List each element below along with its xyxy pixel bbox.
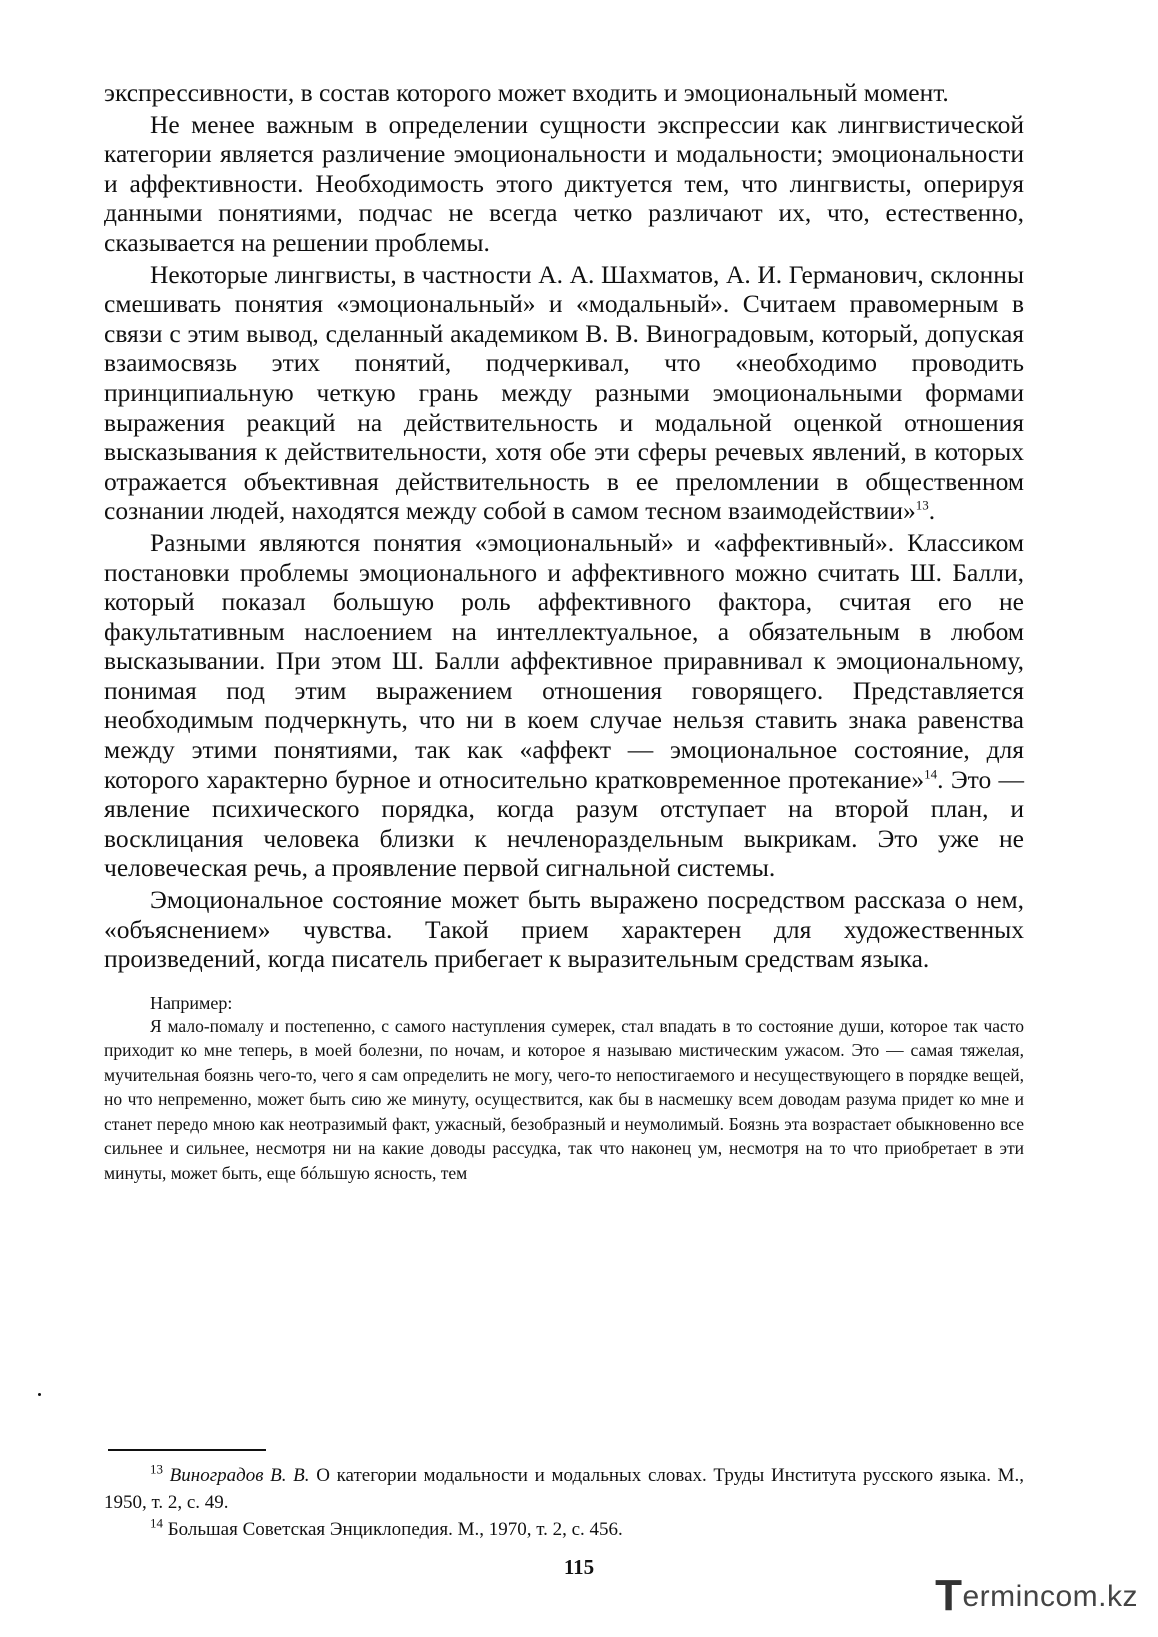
footnote-number: 13 bbox=[150, 1461, 163, 1477]
watermark-logo: Termincom.kz bbox=[935, 1571, 1138, 1620]
footnote-ref: 13 bbox=[915, 497, 929, 513]
page-body bbox=[104, 78, 1024, 1185]
paragraph bbox=[104, 78, 1024, 108]
paragraph bbox=[104, 885, 1024, 974]
footnote-14 bbox=[104, 1516, 1024, 1543]
footnote-13 bbox=[104, 1462, 1024, 1516]
paragraph-text: Разными являются понятия «эмоциональный» и «аффективный». Классиком постановки проблемы эмоционального и аффективного можно считать Ш. Балли, который показал большую роль аффективного фактора, считая его не факультативным наслоением на интеллектуальное, а обязательным в любом высказывании. При этом Ш. Балли аффективное приравнивал к эмоциональному, понимая под этим выражением отношения говорящего. Представляется необходимым подчеркнуть, что ни в коем случае нельзя ставить знака равенства между этими понятиями, так как «аффект — эмоциональное состояние, для которого характерно бурное и относительно кратковременное протекание» bbox=[104, 527, 1024, 794]
scan-speck bbox=[38, 1393, 41, 1396]
paragraph-text: экспрессивности, в состав которого может входить и эмоциональный момент. bbox=[104, 78, 949, 107]
footnote-author: Виноградов В. В. bbox=[169, 1465, 310, 1486]
footnotes bbox=[104, 1462, 1024, 1543]
paragraph-text: Эмоциональное состояние может быть выражено посредством рассказа о нем, «объяснением» чувства. Такой прием характерен для художественных произведений, когда писатель прибегает к выразительным средствам языка. bbox=[104, 885, 1024, 974]
footnote-ref: 14 bbox=[924, 766, 938, 782]
paragraph bbox=[104, 528, 1024, 883]
paragraph bbox=[104, 110, 1024, 258]
main-text bbox=[104, 78, 1024, 974]
footnote-rule bbox=[108, 1449, 266, 1451]
footnote-text: О категории модальности и модальных словах. Труды Института русского языка. М., 1950, т. 2, с. 49. bbox=[104, 1465, 1025, 1513]
footnote-number: 14 bbox=[150, 1515, 163, 1531]
paragraph-text: . bbox=[928, 496, 936, 526]
quote-lead: Например: bbox=[150, 992, 233, 1013]
footnote-text: Большая Советская Энциклопедия. М., 1970, т. 2, с. 456. bbox=[167, 1519, 623, 1540]
paragraph-text: . Это — явление психического порядка, когда разум отступает на второй план, и восклицания человека близки к нечленораздельным выкрикам. Это уже не человеческая речь, а проявление первой сигнальной системы. bbox=[104, 764, 1024, 883]
paragraph-text: Некоторые лингвисты, в частности А. А. Шахматов, А. И. Германович, склонны смешивать понятия «эмоциональный» и «модальный». Считаем правомерным в связи с этим вывод, сделанный академиком В. В. Виноградовым, который, допуская взаимосвязь этих понятий, подчеркивал, что «необходимо проводить принципиальную четкую грань между разными эмоциональными формами выражения реакций на действительность и модальной оценкой отношения высказывания к действительности, хотя обе эти сферы речевых явлений, в которых отражается объективная действительность в ее преломлении в общественном сознании людей, находятся между собой в самом тесном взаимодействии» bbox=[104, 259, 1024, 526]
quote-text: Я мало-помалу и постепенно, с самого наступления сумерек, стал впадать в то состояние души, которое так часто приходит ко мне теперь, в моей болезни, по ночам, и которое я называю мистическим ужасом. Это — самая тяжелая, мучительная боязнь чего-то, чего я сам определить не могу, чего-то непостигаемого и несуществующего в порядке вещей, но что непременно, может быть сию же минуту, осуществится, как бы в насмешку всем доводам разума придет ко мне и станет передо мною как неотразимый факт, ужасный, безобразный и неумолимый. Боязнь эта возрастает обыкновенно все сильнее и сильнее, несмотря ни на какие доводы рассудка, так что наконец ум, несмотря на то что приобретает в эти минуты, может быть, еще бóльшую ясность, тем bbox=[104, 1015, 1024, 1183]
page-number: 115 bbox=[563, 1555, 595, 1579]
paragraph bbox=[104, 260, 1024, 526]
paragraph-text: Не менее важным в определении сущности экспрессии как лингвистической категории является различение эмоциональности и модальности; эмоциональности и аффективности. Необходимость этого диктуется тем, что лингвисты, оперируя данными понятиями, подчас не всегда четко различают их, что, естественно, сказывается на решении проблемы. bbox=[104, 109, 1024, 257]
